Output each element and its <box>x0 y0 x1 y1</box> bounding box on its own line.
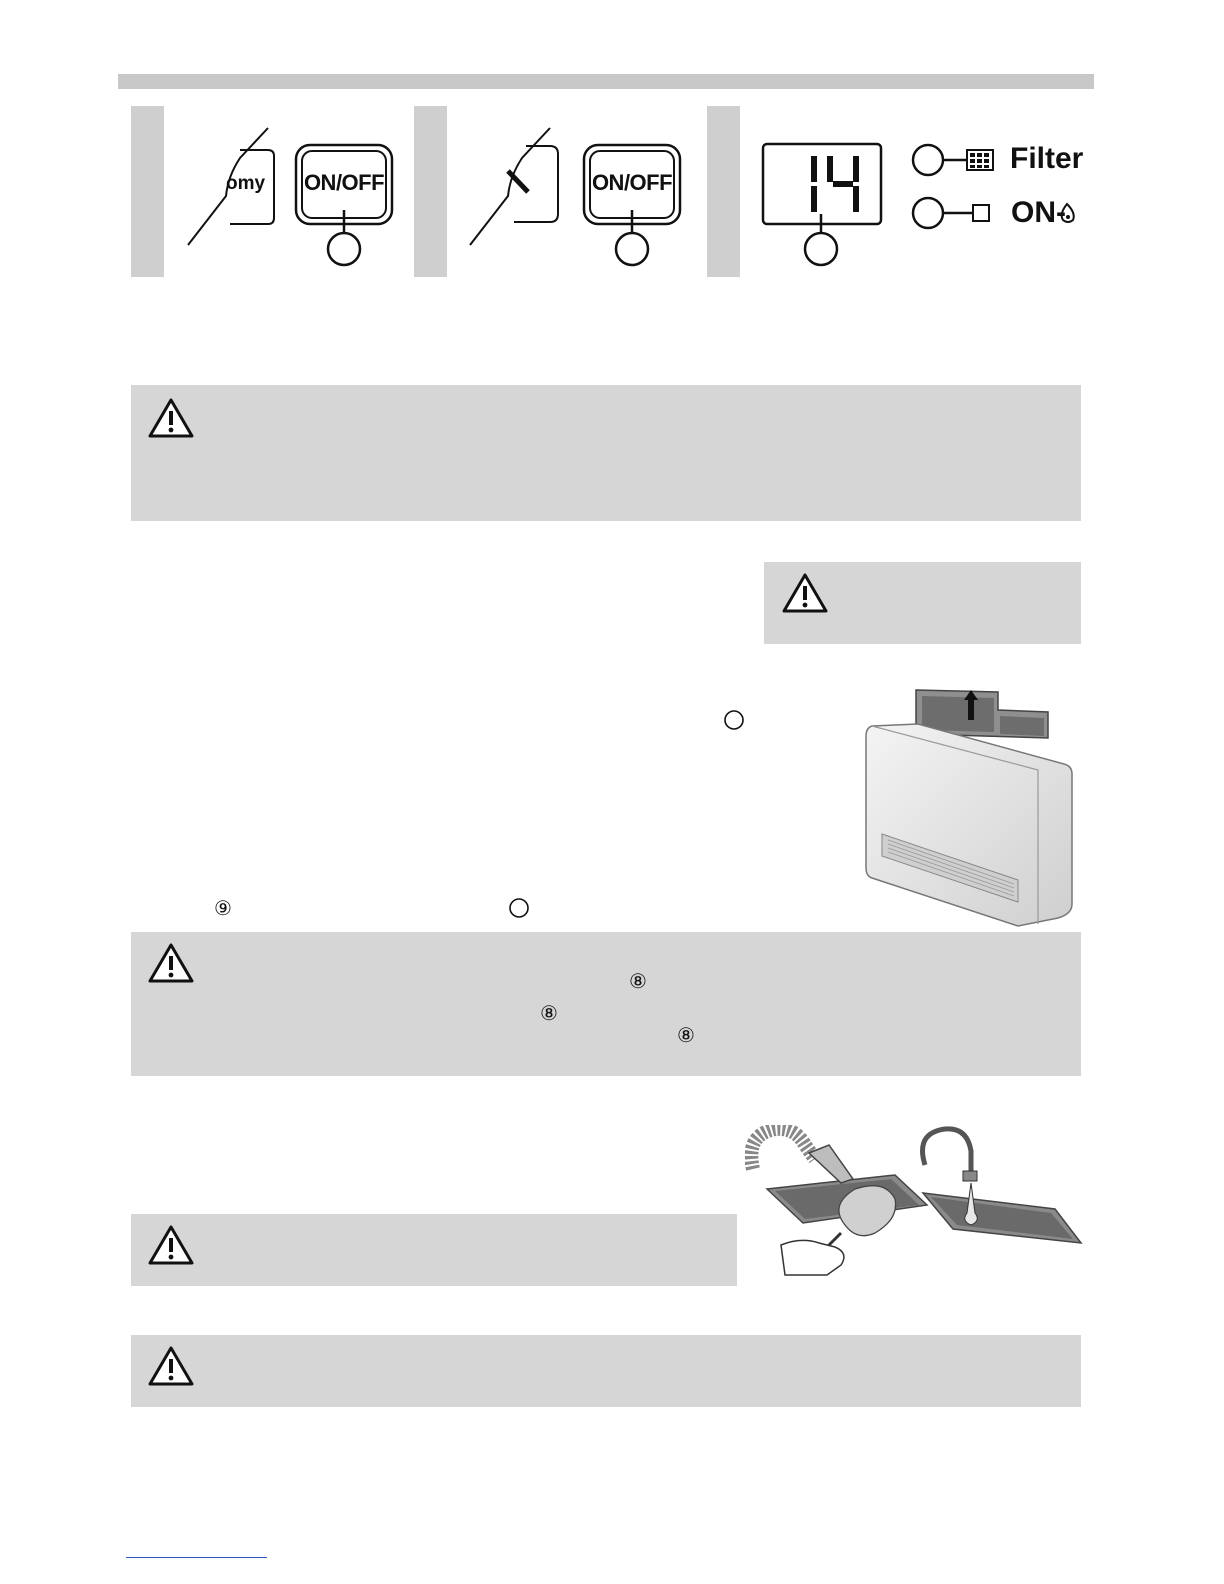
circled-number-8: ⑧ <box>540 1001 558 1025</box>
filter-indicator-label: Filter <box>1010 142 1084 175</box>
warning-box-3 <box>131 932 1081 1076</box>
circled-number-8: ⑧ <box>677 1023 695 1047</box>
header-bar <box>118 74 1094 89</box>
circled-number-8: ⑧ <box>629 969 647 993</box>
warning-box-1 <box>131 385 1081 521</box>
heater-filter-removal-illustration <box>858 686 1078 931</box>
step-tab-1 <box>131 106 164 277</box>
warning-triangle-icon <box>781 572 829 614</box>
warning-triangle-icon <box>147 397 195 439</box>
step-3-illustration <box>755 106 1095 277</box>
filter-grid-icon <box>967 150 993 170</box>
footer-rule <box>126 1557 267 1558</box>
on-off-button-label[interactable]: ON/OFF <box>303 170 385 195</box>
step-tab-3 <box>707 106 740 277</box>
step-tab-2 <box>414 106 447 277</box>
reference-circle-2 <box>508 897 530 919</box>
warning-triangle-icon <box>147 1345 195 1387</box>
warning-box-2 <box>764 562 1081 644</box>
warning-triangle-icon <box>147 942 195 984</box>
warning-box-5 <box>131 1335 1081 1407</box>
warning-triangle-icon <box>147 1224 195 1266</box>
on-off-button-label-2[interactable]: ON/OFF <box>591 170 673 195</box>
warning-box-4 <box>131 1214 737 1286</box>
filter-cleaning-illustration <box>745 1125 1085 1290</box>
on-indicator-label: ON- <box>1011 196 1066 229</box>
circled-number-9: ⑨ <box>214 896 232 920</box>
economy-key-label: omy <box>226 173 266 194</box>
reference-circle <box>723 709 745 731</box>
